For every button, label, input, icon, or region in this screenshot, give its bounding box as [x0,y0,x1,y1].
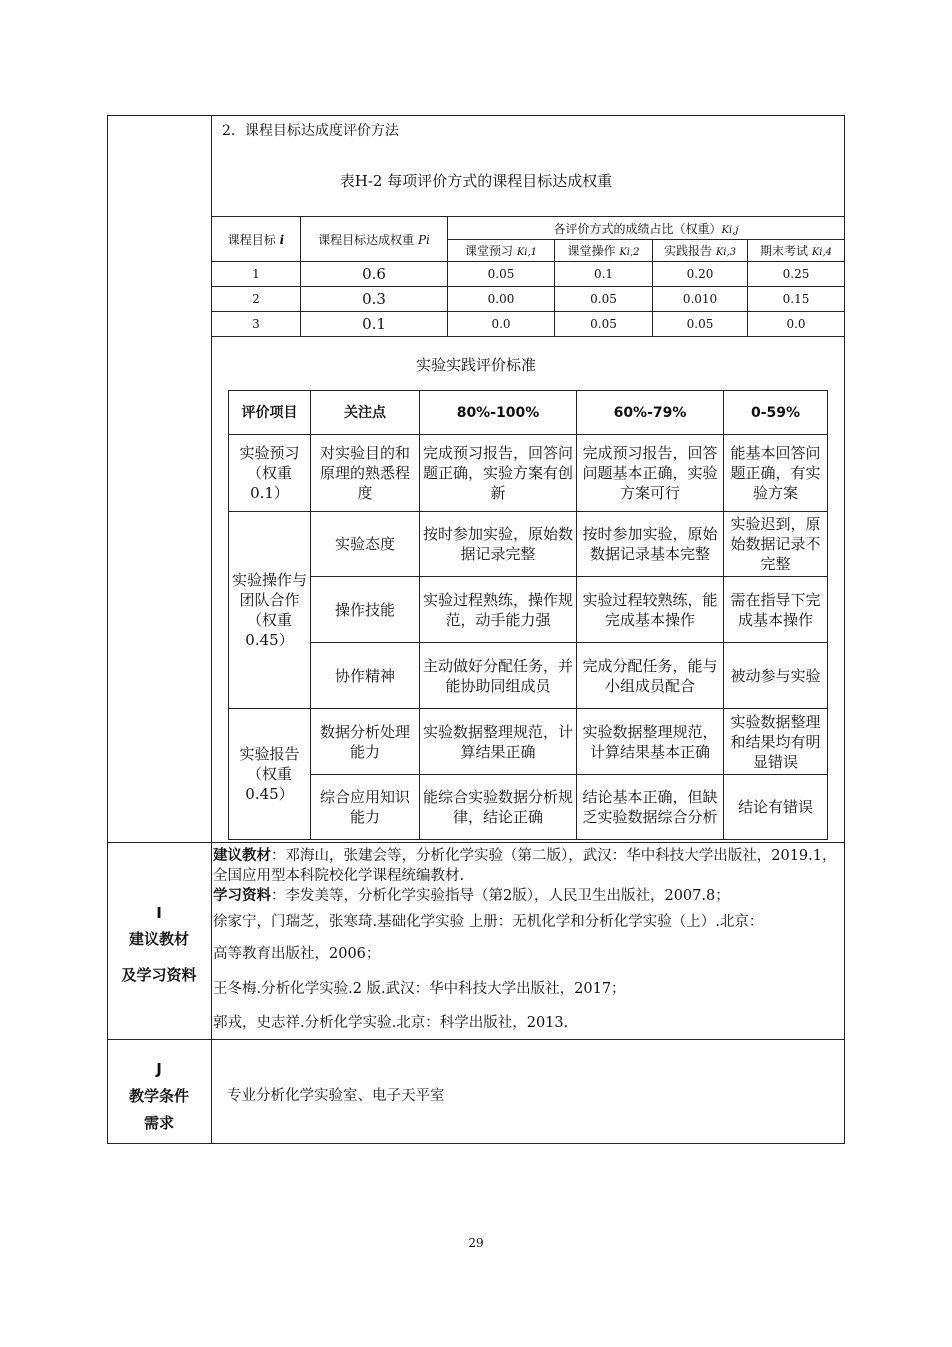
practice-table [228,390,828,840]
table-title: 表H-2 每项评价方式的课程目标达成权重 [339,172,613,190]
cell-low: 被动参与实验 [724,643,828,709]
cell-item: 实验操作与团队合作（权重0.45） [229,512,311,709]
header-item: 评价项目 [229,391,311,435]
materials-text: 学习资料：李发美等，分析化学实验指导（第2版），人民卫生出版社，2007.8； [213,888,730,904]
table-row [229,775,828,840]
cell-high: 完成预习报告，回答问题正确，实验方案有创新 [420,435,577,512]
sub-header-2: 课堂操作 Ki,2 [555,240,653,262]
cell-weight: 0.3 [301,287,448,312]
table-row [212,312,845,337]
row-divider-j [107,1039,845,1040]
reference-2a: 徐家宁，门瑞芝，张寒琦.基础化学实验 上册：无机化学和分析化学实验（上）.北京： [213,914,764,930]
teaching-conditions-text: 专业分析化学实验室、电子天平室 [227,1088,445,1104]
section-i-label: I 建议教材 及学习资料 [121,904,197,984]
cell-k3: 0.20 [653,262,748,287]
header-low: 0-59% [724,391,828,435]
cell-goal: 3 [212,312,301,337]
cell-high: 能综合实验数据分析规律，结论正确 [420,775,577,840]
cell-low: 实验数据整理和结果均有明显错误 [724,709,828,775]
table-row [212,262,845,287]
row-divider-i [107,842,845,843]
reference-2b: 高等教育出版社，2006； [213,946,381,962]
cell-weight: 0.1 [301,312,448,337]
cell-k1: 0.00 [448,287,555,312]
cell-k4: 0.15 [748,287,845,312]
sub-header-1: 课堂预习 Ki,1 [448,240,555,262]
cell-focus: 对实验目的和原理的熟悉程度 [311,435,420,512]
cell-focus: 操作技能 [311,577,420,643]
cell-goal: 2 [212,287,301,312]
cell-k2: 0.05 [555,312,653,337]
cell-low: 能基本回答问题正确，有实验方案 [724,435,828,512]
cell-focus: 综合应用知识能力 [311,775,420,840]
cell-k2: 0.1 [555,262,653,287]
sub-header-4: 期末考试 Ki,4 [748,240,845,262]
practice-title: 实验实践评价标准 [415,356,536,374]
cell-k4: 0.25 [748,262,845,287]
section-j-label: J 教学条件 需求 [128,1060,189,1132]
sub-header-3: 实践报告 Ki,3 [653,240,748,262]
cell-high: 实验数据整理规范，计算结果正确 [420,709,577,775]
cell-k2: 0.05 [555,287,653,312]
cell-mid: 完成预习报告，回答问题基本正确，实验方案可行 [577,435,724,512]
header-weight: 课程目标达成权重 Pi [301,217,448,262]
section-heading: 2．课程目标达成度评价方法 [222,123,399,139]
table-row [229,709,828,775]
cell-focus: 数据分析处理能力 [311,709,420,775]
cell-mid: 按时参加实验，原始数据记录基本完整 [577,512,724,577]
cell-low: 需在指导下完成基本操作 [724,577,828,643]
table-row [229,435,828,512]
header-focus: 关注点 [311,391,420,435]
header-group: 各评价方式的成绩占比（权重）Ki,j [448,217,845,240]
weights-table [211,216,845,337]
table-row [229,512,828,577]
table-row [229,577,828,643]
cell-goal: 1 [212,262,301,287]
textbook-text: 建议教材：邓海山，张建会等，分析化学实验（第二版），武汉：华中科技大学出版社，2019.1，全国应用型本科院校化学课程统编教材. [213,848,837,884]
page-number: 29 [468,1236,484,1250]
cell-item: 实验报告（权重0.45） [229,709,311,840]
cell-item: 实验预习（权重0.1） [229,435,311,512]
cell-k1: 0.0 [448,312,555,337]
cell-high: 主动做好分配任务，并能协助同组成员 [420,643,577,709]
cell-focus: 协作精神 [311,643,420,709]
cell-focus: 实验态度 [311,512,420,577]
cell-high: 实验过程熟练，操作规范，动手能力强 [420,577,577,643]
cell-k3: 0.010 [653,287,748,312]
reference-3: 王冬梅.分析化学实验.2 版.武汉：华中科技大学出版社，2017； [213,981,626,997]
cell-mid: 完成分配任务，能与小组成员配合 [577,643,724,709]
cell-high: 按时参加实验，原始数据记录完整 [420,512,577,577]
header-goal: 课程目标 i [212,217,301,262]
header-high: 80%-100% [420,391,577,435]
cell-k3: 0.05 [653,312,748,337]
table-row [212,287,845,312]
reference-4: 郭戎，史志祥.分析化学实验.北京：科学出版社，2013. [213,1015,569,1031]
cell-mid: 结论基本正确，但缺乏实验数据综合分析 [577,775,724,840]
cell-weight: 0.6 [301,262,448,287]
header-mid: 60%-79% [577,391,724,435]
table-row [229,643,828,709]
cell-k4: 0.0 [748,312,845,337]
cell-k1: 0.05 [448,262,555,287]
cell-low: 实验迟到，原始数据记录不完整 [724,512,828,577]
cell-low: 结论有错误 [724,775,828,840]
cell-mid: 实验过程较熟练，能完成基本操作 [577,577,724,643]
cell-mid: 实验数据整理规范，计算结果基本正确 [577,709,724,775]
